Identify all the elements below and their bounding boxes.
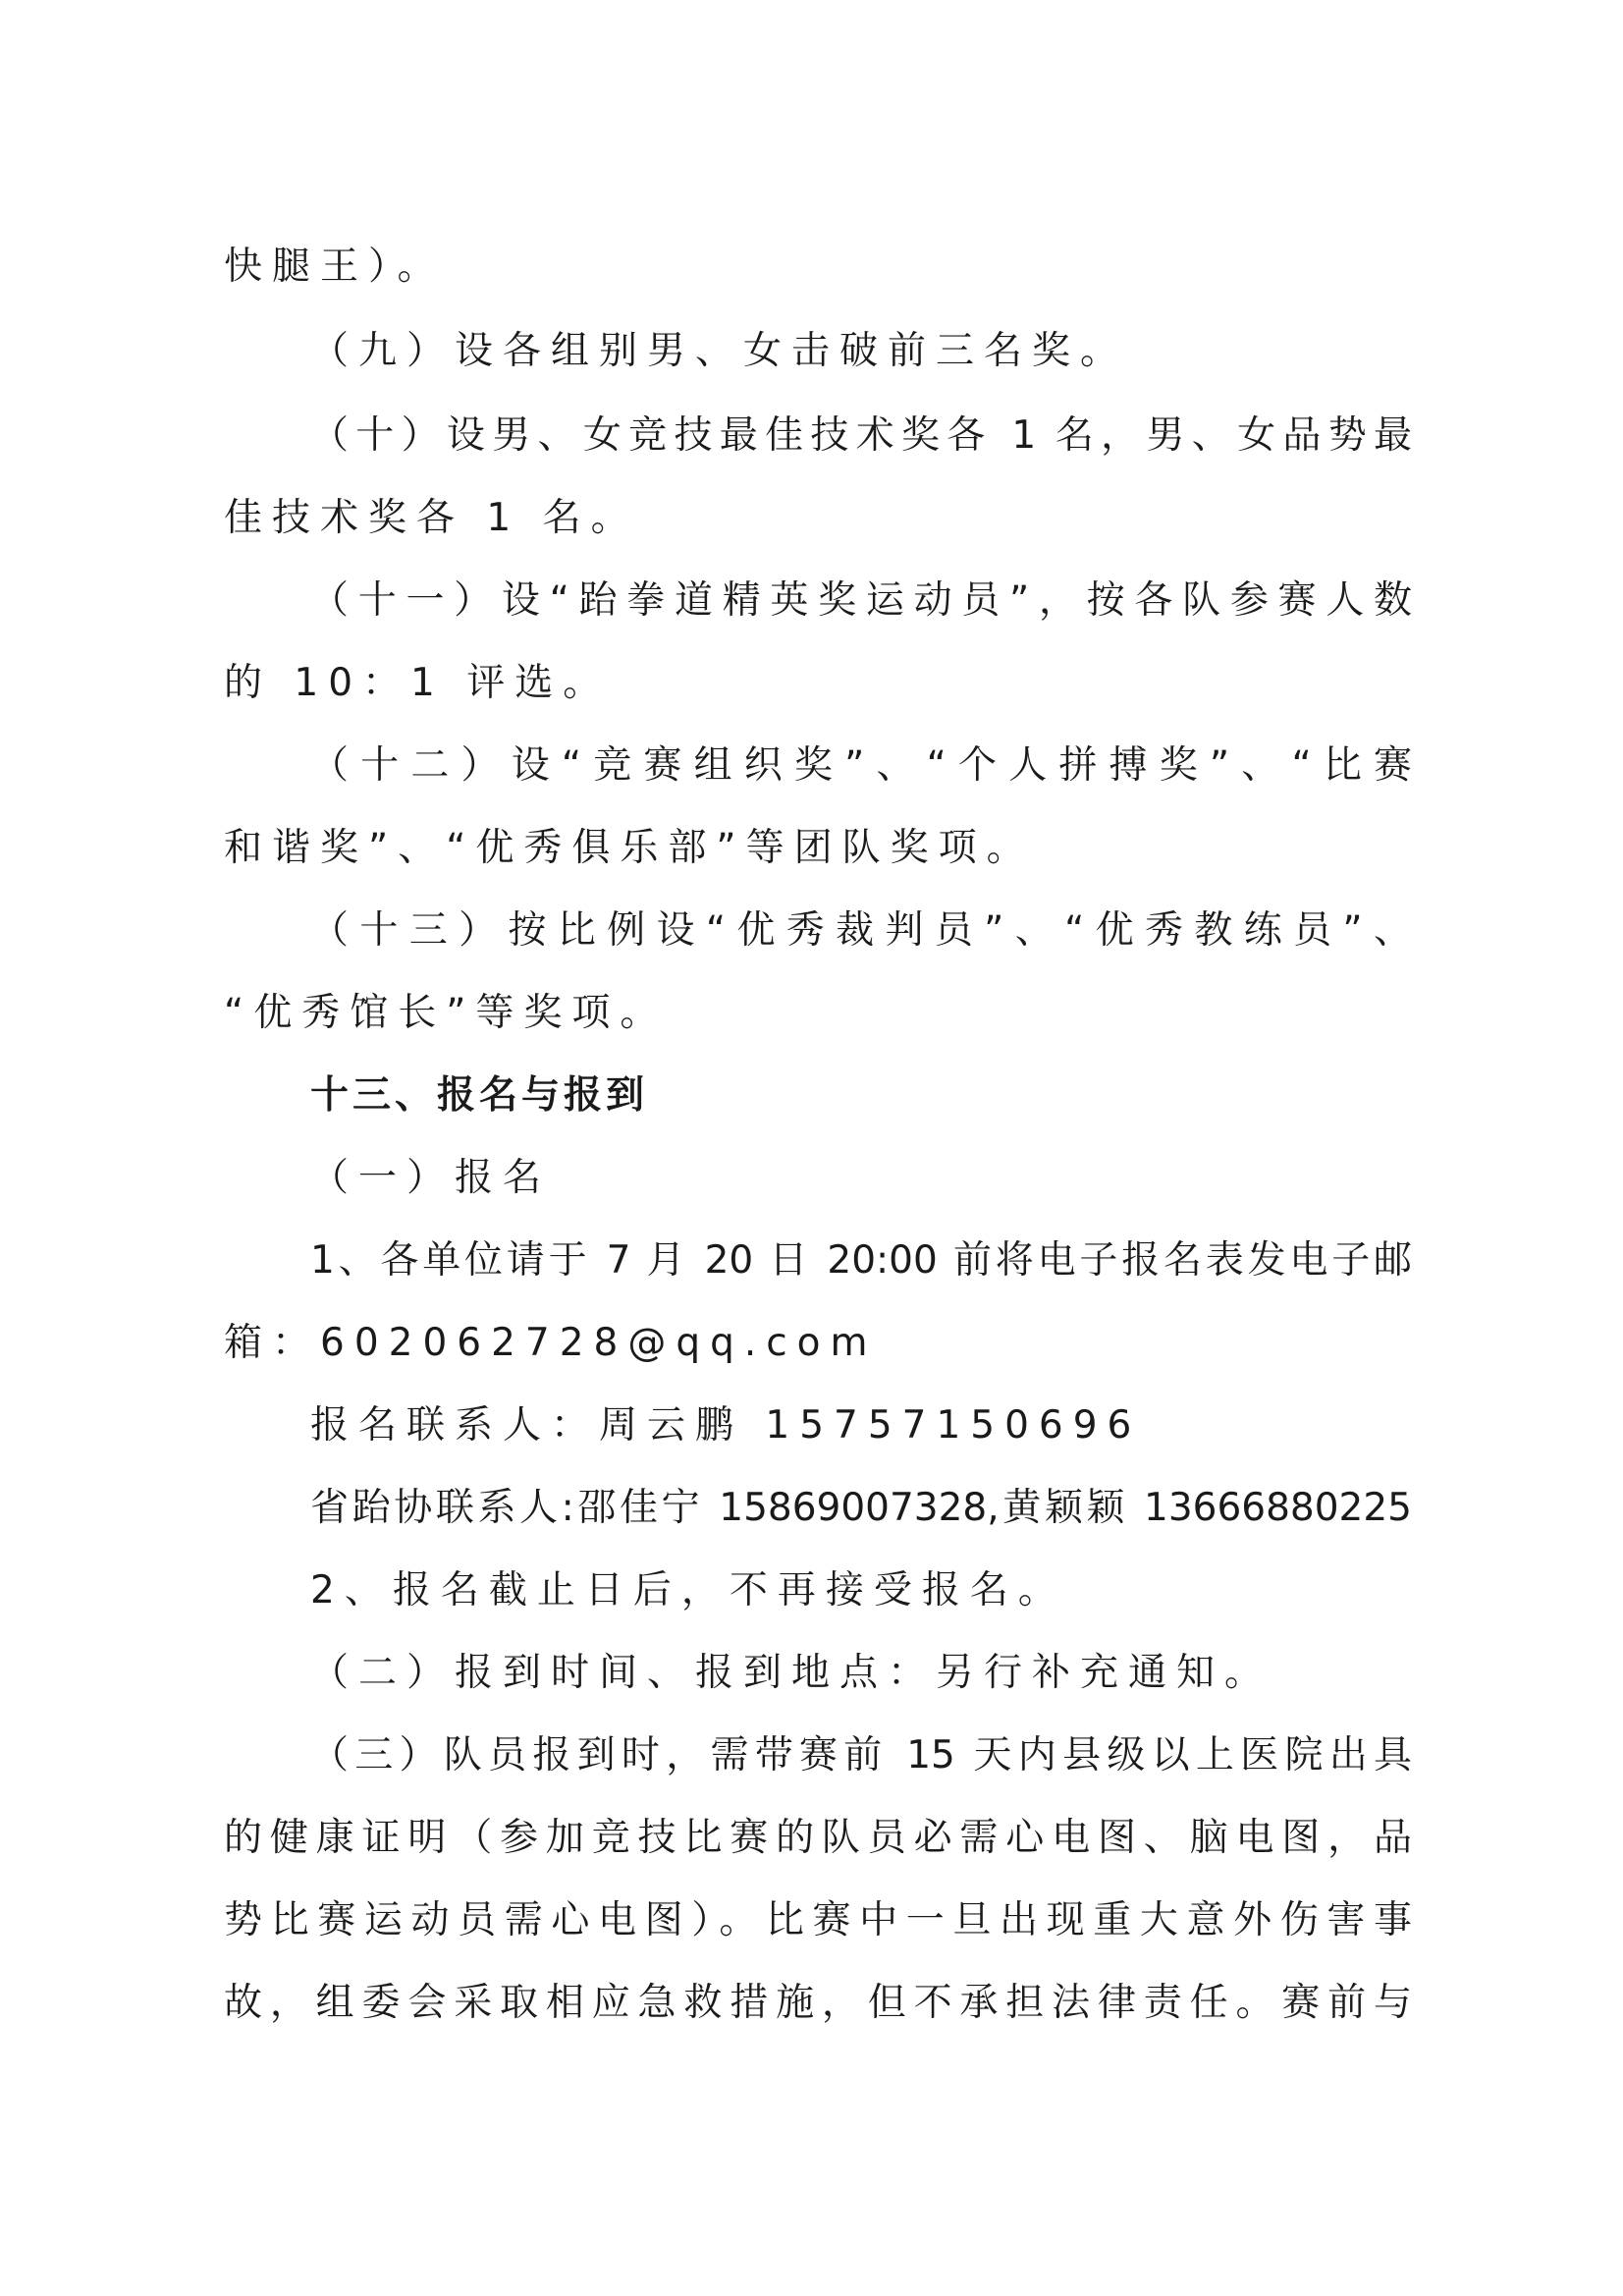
text-line: 势比赛运动员需心电图）。比赛中一旦出现重大意外伤害事 <box>224 1898 1412 1942</box>
text-line: （二）报到时间、报到地点：另行补充通知。 <box>310 1651 1273 1695</box>
text-line: 的健康证明（参加竞技比赛的队员必需心电图、脑电图，品 <box>224 1816 1412 1860</box>
text-line: （三）队员报到时，需带赛前 15 天内县级以上医院出具 <box>310 1733 1412 1777</box>
text-line: 2、报名截止日后，不再接受报名。 <box>310 1568 1066 1613</box>
contact-line: 省跆协联系人:邵佳宁 15869007328,黄颖颖 13666880225 <box>310 1486 1412 1530</box>
text-line: （一）报名 <box>310 1156 552 1200</box>
text-line: 的 10：1 评选。 <box>224 661 612 705</box>
text-line: （十二）设“竞赛组织奖”、“个人拼搏奖”、“比赛 <box>310 743 1412 788</box>
text-line: （十一）设“跆拳道精英奖运动员”，按各队参赛人数 <box>310 578 1412 623</box>
text-line: “优秀馆长”等奖项。 <box>224 991 669 1035</box>
text-line: 故，组委会采取相应急救措施，但不承担法律责任。赛前与 <box>224 1981 1412 2025</box>
email-line: 箱：602062728@qq.com <box>224 1321 878 1365</box>
text-line: （十）设男、女竞技最佳技术奖各 1 名，男、女品势最 <box>310 413 1412 458</box>
section-heading: 十三、报名与报到 <box>310 1073 649 1118</box>
text-line: （九）设各组别男、女击破前三名奖。 <box>310 329 1129 373</box>
text-line: 和谐奖”、“优秀俱乐部”等团队奖项。 <box>224 826 1035 870</box>
text-line: 快腿王）。 <box>224 245 446 289</box>
text-line: 1、各单位请于 7 月 20 日 20:00 前将电子报名表发电子邮 <box>310 1238 1412 1283</box>
contact-line: 报名联系人：周云鹏 15757150696 <box>310 1403 1142 1448</box>
text-line: 佳技术奖各 1 名。 <box>224 496 639 540</box>
text-line: （十三）按比例设“优秀裁判员”、“优秀教练员”、 <box>310 908 1412 953</box>
